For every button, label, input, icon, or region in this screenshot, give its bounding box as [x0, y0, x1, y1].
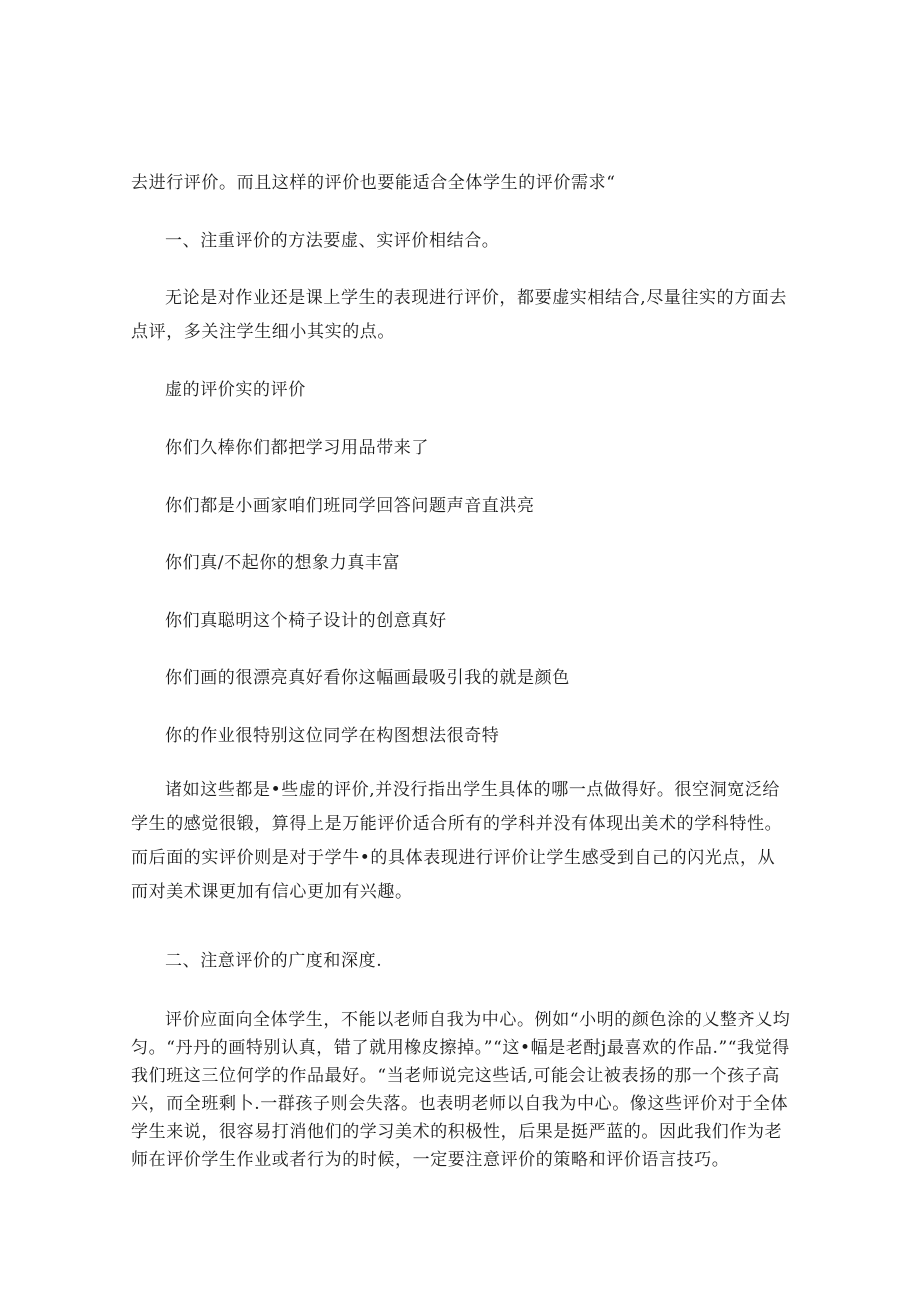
continuation-line: 去进行评价。而且这样的评价也要能适合全体学生的评价需求“ — [131, 173, 616, 193]
table-row: 你们久棒你们都把学习用品带来了 — [165, 438, 429, 458]
table-row: 你的作业很特别这位同学在构图想法很奇特 — [165, 726, 500, 746]
table-row: 你们画的很漂亮真好看你这幅画最吸引我的就是颜色 — [165, 668, 570, 688]
section-heading-1: 一、注重评价的方法要虚、实评价相结合。 — [165, 231, 500, 251]
table-row: 你们真/不起你的想象力真丰富 — [165, 553, 401, 573]
section-heading-2: 二、注意评价的广度和深度. — [165, 951, 383, 971]
table-row: 你们真聪明这个椅子设计的创意真好 — [165, 611, 447, 631]
paragraph-1: 无论是对作业还是课上学生的表现进行评价，都要虚实相结合,尽量往实的方面去点评，多关注学生细小其实的点。 — [131, 288, 788, 342]
paragraph-3: 评价应面向全体学生，不能以老师自我为中心。例如“小明的颜色涂的乂整齐乂均匀。“丹丹的画特别认真，错了就用橡皮擦掉。”“这•幅是老酎j最喜欢的作品.”“我觉得我们班这三位何学的作品最好。“当老师说完这些话,可能会让被表扬的那一个孩子高兴，而全班剩卜.一群孩子则会失落。也表明老师以自我为中心。像这些评价对于全体学生来说，很容易打消他们的学习美术的积极性，后果是挺严蓝的。因此我们作为老师在评价学生作业或者行为的时候，一定要注意评价的策略和评价语言技巧。 — [131, 1010, 791, 1170]
table-header: 虚的评价实的评价 — [165, 380, 306, 400]
table-row: 你们都是小画家咱们班同学回答问题声音直洪亮 — [165, 496, 535, 516]
paragraph-2: 诸如这些都是•些虚的评价,并没行指出学生具体的哪一点做得好。很空洞宽泛给学生的感觉很锻，算得上是万能评价适合所有的学科并没有体现出美术的学科特性。而后面的实评价则是对于学牛•的具体表现进行评价让学生感受到自己的闪光点，从而对美术课更加有信心更加有兴趣。 — [131, 780, 783, 902]
